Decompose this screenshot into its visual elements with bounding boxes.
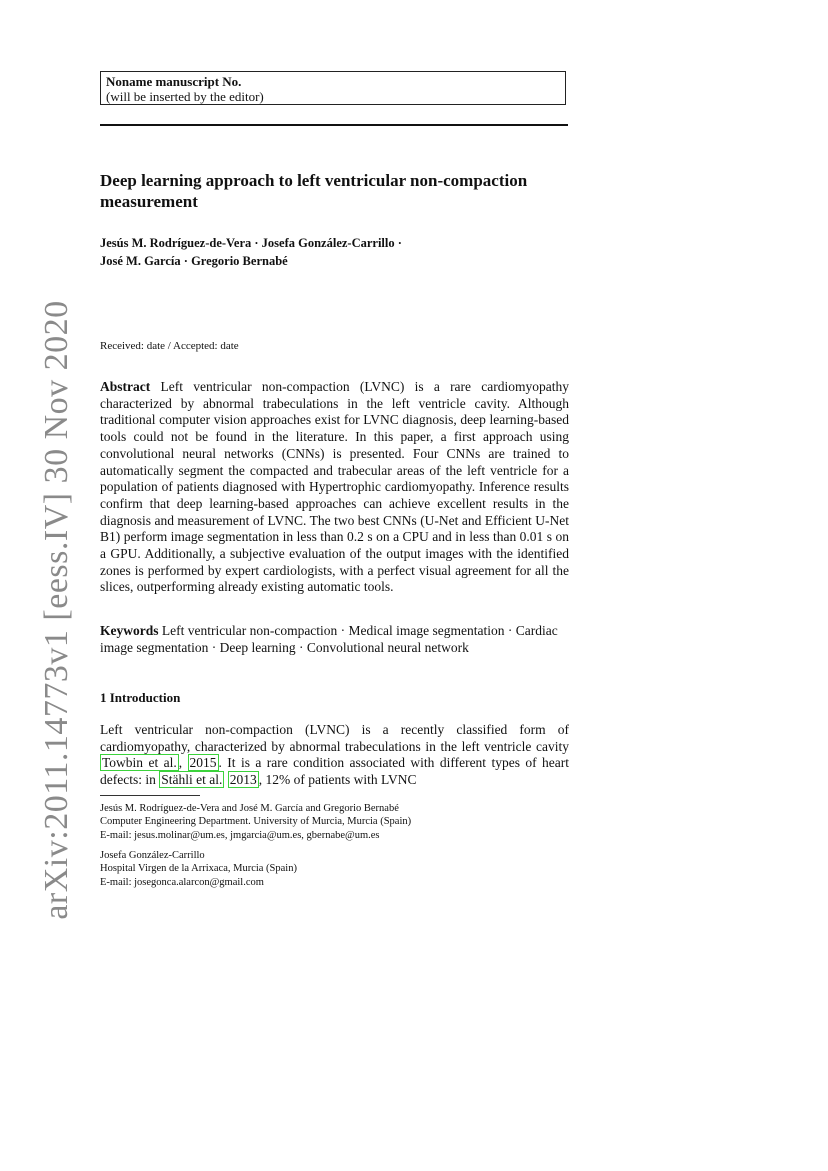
abstract-text: Left ventricular non-compaction (LVNC) is a rare cardiomyopathy characterized by abnormal trabeculations in the left ventricle cavity. Although traditional computer vision approaches exist for LVNC diagnosis, deep learning-based tools could not be found in the literature. In this paper, a first approach using convolutional neural networks (CNNs) is presented. Four CNNs are trained to automatically segment the compacted and trabecular areas of the left ventricle for a population of patients diagnosed with Hypertrophic cardiomyopathy. Inference results confirm that deep learning-based approaches can achieve excellent results in the diagnosis and measurement of LVNC. The two best CNNs (U-Net and Efficient U-Net B1) perform image segmentation in less than 0.2 s on a CPU and in less than 0.01 s on a GPU. Additionally, a subjective evaluation of the output images with the identified zones is performed by expert cardiologists, with a perfect visual agreement for all the slices, outperforming already existing automatic tools.	[100, 379, 569, 595]
footnote-affiliation: Hospital Virgen de la Arrixaca, Murcia (Spain)	[100, 863, 297, 875]
citation-year-link[interactable]: 2013	[229, 772, 257, 788]
manuscript-note: (will be inserted by the editor)	[106, 89, 264, 104]
footnote-affiliation-1	[100, 802, 570, 842]
footnote-email: E-mail: josegonca.alarcon@gmail.com	[100, 876, 264, 888]
footnote-names: Josefa González-Carrillo	[100, 850, 205, 861]
citation-year-link[interactable]: 2015	[189, 755, 217, 771]
intro-text-3: , 12% of patients with LVNC	[258, 772, 417, 788]
footnote-rule	[100, 795, 200, 796]
arxiv-identifier: arXiv:2011.14773v1 [eess.IV] 30 Nov 2020	[38, 300, 75, 920]
intro-text-2: . It is a rare condition associated with different types of heart defects: in	[100, 755, 569, 788]
footnote-names: Jesús M. Rodríguez-de-Vera and José M. García and Gregorio Bernabé	[100, 803, 399, 814]
footnote-affiliation-2	[100, 849, 570, 889]
manuscript-number: Noname manuscript No.	[106, 74, 242, 89]
keywords	[100, 623, 569, 656]
section-heading	[100, 690, 180, 706]
footnote-email: E-mail: jesus.molinar@um.es, jmgarcia@um.es, gbernabe@um.es	[100, 829, 380, 841]
manuscript-box	[100, 71, 566, 105]
author-list: Jesús M. Rodríguez-de-Vera · Josefa González-Carrillo · José M. García · Gregorio Bernabé	[100, 236, 402, 268]
keywords-label: Keywords	[100, 623, 159, 638]
keywords-text: Left ventricular non-compaction · Medical image segmentation · Cardiac image segmentation · Deep learning · Convolutional neural network	[100, 623, 558, 655]
paper-title: Deep learning approach to left ventricular non-compaction measurement	[100, 171, 528, 211]
footnote-affiliation: Computer Engineering Department. University of Murcia, Murcia (Spain)	[100, 816, 412, 828]
intro-text-1: Left ventricular non-compaction (LVNC) is a recently classified form of cardiomyopathy, characterized by abnormal trabeculations in the left ventricle cavity	[100, 722, 569, 754]
abstract-label: Abstract	[100, 379, 151, 394]
section-title: Introduction	[109, 690, 181, 705]
intro-paragraph: Left ventricular non-compaction (LVNC) is a recently classified form of cardiomyopathy, characterized by abnormal trabeculations in the left ventricle cavity Towbin et al. , 2015 . It is a rare condition associated with different types of heart defects: in Stähli et al. 2013 , 12% of patients with LVNC	[100, 722, 569, 788]
received-date: Received: date / Accepted: date	[100, 340, 239, 352]
header-rule	[100, 124, 568, 126]
abstract	[100, 379, 569, 596]
citation-link[interactable]: Towbin et al.	[102, 755, 177, 771]
citation-link[interactable]: Stähli et al.	[161, 772, 223, 788]
section-number: 1	[100, 690, 107, 705]
